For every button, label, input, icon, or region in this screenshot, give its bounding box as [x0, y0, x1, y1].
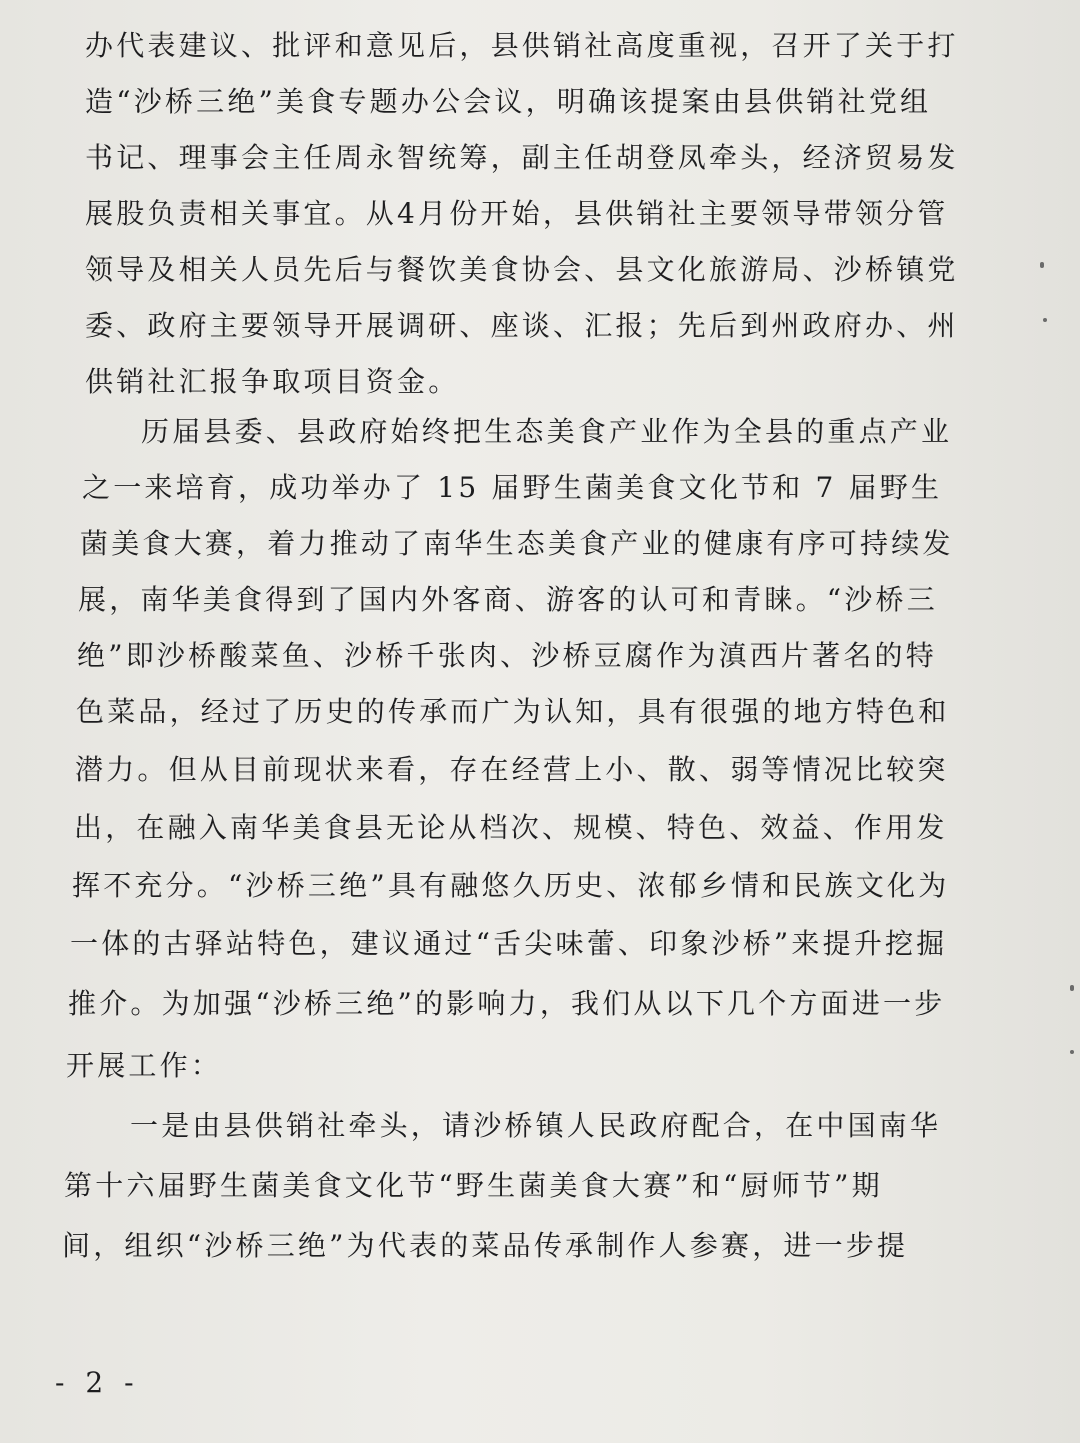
- text-line-19: 开展工作：: [66, 1049, 223, 1082]
- text-line-2: 造“沙桥三绝”美食专题办公会议，明确该提案由县供销社党组: [85, 85, 932, 118]
- text-line-9: 之一来培育，成功举办了 15 届野生菌美食文化节和 7 届野生: [82, 471, 943, 504]
- page-number: - 2 -: [55, 1366, 140, 1399]
- text-line-20: 一是由县供销社牵头，请沙桥镇人民政府配合，在中国南华: [130, 1109, 942, 1142]
- text-line-13: 色菜品，经过了历史的传承而广为认知，具有很强的地方特色和: [76, 695, 950, 728]
- text-line-18: 推介。为加强“沙桥三绝”的影响力，我们从以下几个方面进一步: [68, 987, 946, 1020]
- text-line-10: 菌美食大赛，着力推动了南华生态美食产业的健康有序可持续发: [80, 527, 954, 560]
- scan-speck: [1070, 985, 1074, 991]
- scan-speck: [1043, 318, 1047, 322]
- text-line-14: 潜力。但从目前现状来看，存在经营上小、散、弱等情况比较突: [75, 753, 949, 786]
- text-line-11: 展，南华美食得到了国内外客商、游客的认可和青睐。“沙桥三: [78, 583, 938, 616]
- text-line-22: 间，组织“沙桥三绝”为代表的菜品传承制作人参赛，进一步提: [62, 1229, 909, 1262]
- text-line-15: 出，在融入南华美食县无论从档次、规模、特色、效益、作用发: [74, 811, 948, 844]
- text-line-6: 委、政府主要领导开展调研、座谈、汇报；先后到州政府办、州: [85, 309, 959, 342]
- text-line-17: 一体的古驿站特色，建议通过“舌尖味蕾、印象沙桥”来提升挖掘: [70, 927, 948, 960]
- text-line-16: 挥不充分。“沙桥三绝”具有融悠久历史、浓郁乡情和民族文化为: [72, 869, 950, 902]
- text-line-21: 第十六届野生菌美食文化节“野生菌美食大赛”和“厨师节”期: [64, 1169, 883, 1202]
- scan-speck: [1070, 1050, 1074, 1054]
- text-line-5: 领导及相关人员先后与餐饮美食协会、县文化旅游局、沙桥镇党: [85, 253, 959, 286]
- text-line-1: 办代表建议、批评和意见后，县供销社高度重视，召开了关于打: [85, 29, 959, 62]
- text-line-4: 展股负责相关事宜。从4月份开始，县供销社主要领导带领分管: [85, 197, 949, 230]
- text-line-7: 供销社汇报争取项目资金。: [85, 365, 460, 398]
- text-line-12: 绝”即沙桥酸菜鱼、沙桥千张肉、沙桥豆腐作为滇西片著名的特: [77, 639, 937, 672]
- text-line-8: 历届县委、县政府始终把生态美食产业作为全县的重点产业: [141, 415, 953, 448]
- scan-speck: [1040, 262, 1044, 268]
- text-line-3: 书记、理事会主任周永智统筹，副主任胡登凤牵头，经济贸易发: [85, 141, 959, 174]
